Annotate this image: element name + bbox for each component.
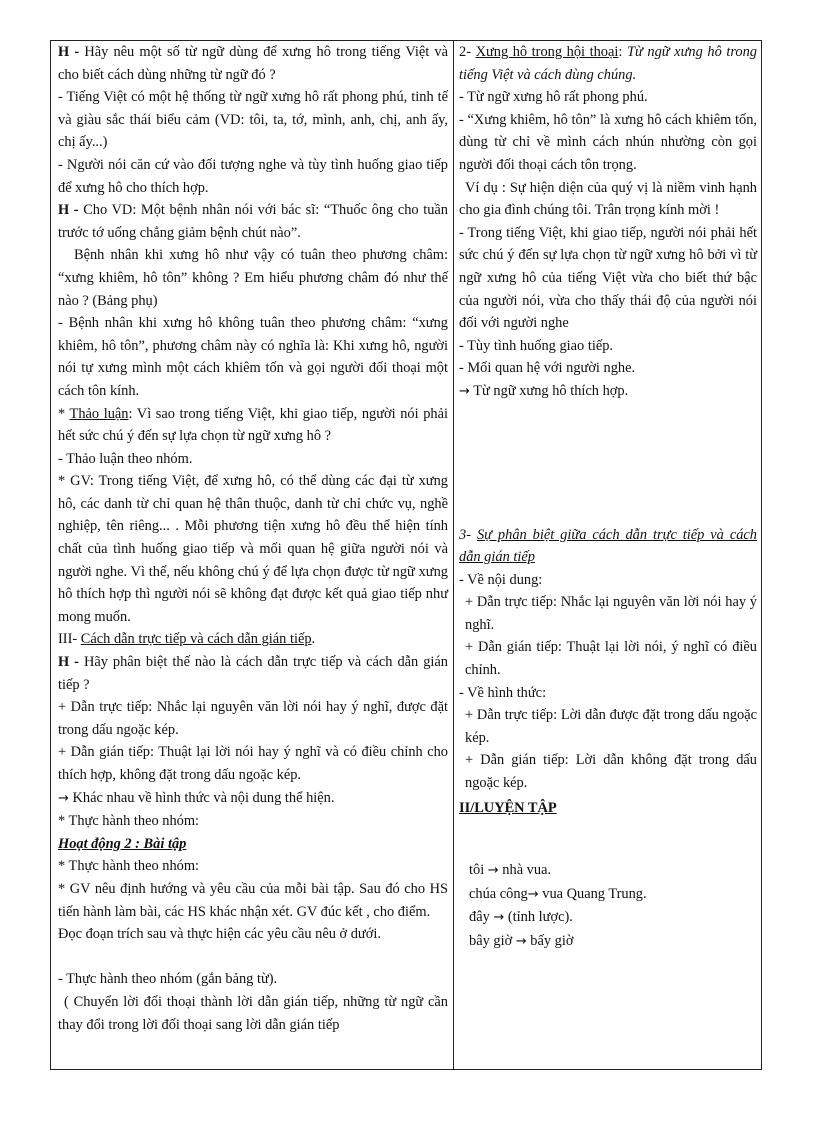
list-item: bây giờ → bấy giờ [469, 933, 574, 949]
left-column [58, 41, 448, 1036]
question-2: H - Cho VD: Một bệnh nhân nói với bác sĩ: “Thuốc ông cho tuần trước tớ uống chẳng giảm bệnh chút nào”. [58, 202, 448, 241]
content-indirect: + Dẫn gián tiếp: Thuật lại lời nói, ý nghĩ có điều chỉnh. [465, 639, 757, 679]
section-3-right-heading: 3- Sự phân biệt giữa cách dẫn trực tiếp và cách dẫn gián tiếp [459, 526, 757, 566]
conversion-task: ( Chuyển lời đối thoại thành lời dẫn gián tiếp, những từ ngữ cần thay đổi trong lời đối thoại sang lời dẫn gián tiếp [58, 993, 448, 1033]
list-item: tôi → nhà vua. [469, 862, 552, 879]
right-column [459, 41, 757, 954]
question-2b: Bệnh nhân khi xưng hô như vậy có tuân theo phương châm: “xưng khiêm, hô tôn” không ? Em hiểu phương châm đó như thế nào ? (Bảng phụ) [58, 247, 448, 309]
arrow-right-icon: → [527, 886, 539, 902]
content-direct: + Dẫn trực tiếp: Nhắc lại nguyên văn lời nói hay ý nghĩ. [465, 594, 757, 633]
difference-note: → Khác nhau về hình thức và nội dung thể hiện. [58, 789, 335, 806]
list-item: đây → (tỉnh lược). [469, 909, 573, 926]
form-heading: - Về hình thức: [459, 684, 547, 701]
group-practice-2: * Thực hành theo nhóm: [58, 858, 200, 875]
form-indirect: + Dẫn gián tiếp: Lời dẫn không đặt trong dấu ngoặc kép. [465, 752, 757, 792]
list-item: chúa công→ vua Quang Trung. [469, 885, 647, 902]
word-change-list [459, 859, 757, 953]
lesson-table [50, 40, 762, 1070]
activity-2-heading: Hoạt động 2 : Bài tập [58, 835, 187, 852]
group-practice-3: - Thực hành theo nhóm (gắn bảng từ). [58, 971, 278, 988]
arrow-right-icon: → [515, 934, 527, 949]
discussion-note: - Thảo luận theo nhóm. [58, 450, 193, 467]
note-rich: - Từ ngữ xưng hô rất phong phú. [459, 89, 648, 106]
question-3: H - Hãy phân biệt thế nào là cách dẫn trực tiếp và cách dẫn gián tiếp ? [58, 654, 448, 693]
arrow-right-icon: → [459, 383, 470, 399]
note-result: → Từ ngữ xưng hô thích hợp. [459, 382, 629, 399]
teacher-instructions: * GV nêu định hướng và yêu cầu của mỗi bài tập. Sau đó cho HS tiến hành làm bài, các HS khác nhận xét. GV đúc kết , cho điểm. [58, 880, 448, 920]
arrow-right-icon: → [487, 863, 499, 879]
note-humble: - “Xưng khiêm, hô tôn” là xưng hô cách khiêm tốn, dùng từ chỉ về mình cách nhún nhường còn gọi người đối thoại cách tôn trọng. [459, 111, 757, 173]
content-heading: - Về nội dung: [459, 571, 543, 588]
note-relation: - Mối quan hệ với người nghe. [459, 360, 636, 377]
direct-quote-def: + Dẫn trực tiếp: Nhắc lại nguyên văn lời nói hay ý nghĩ, được đặt trong dấu ngoặc kép. [58, 699, 448, 738]
arrow-right-icon: → [493, 910, 505, 926]
section-2-heading: 2- Xưng hô trong hội thoại: Từ ngữ xưng hô trong tiếng Việt và cách dùng chúng. [459, 44, 757, 83]
practice-heading: II/LUYỆN TẬP [459, 799, 557, 816]
indirect-quote-def: + Dẫn gián tiếp: Thuật lại lời nói hay ý nghĩ và có điều chỉnh cho thích hợp, không đặt trong dấu ngoặc kép. [58, 744, 448, 783]
note-situation: - Tùy tình huống giao tiếp. [459, 337, 614, 354]
answer-1a: - Tiếng Việt có một hệ thống từ ngữ xưng hô rất phong phú, tinh tế và giàu sắc thái biểu cảm (VD: tôi, ta, tớ, mình, anh, chị, anh ấy, chị ấy...) [58, 89, 448, 151]
column-divider [453, 41, 454, 1069]
arrow-right-icon: → [58, 790, 69, 806]
note-choice: - Trong tiếng Việt, khi giao tiếp, người nói phải hết sức chú ý đến sự lựa chọn từ ngữ xưng hô bởi vì từ ngữ xưng hô của tiếng Việt vừa cho biết thứ bậc của người nói, vừa cho thấy thái độ của người nói đối với người nghe [459, 224, 757, 332]
answer-2: - Bệnh nhân khi xưng hô không tuân theo phương châm: “xưng khiêm, hô tôn”, phương châm này có nghĩa là: Khi xưng hô, người nói tự xưng mình một cách khiêm tốn và gọi người đối thoại một cách tôn kính. [58, 315, 448, 399]
group-practice-1: * Thực hành theo nhóm: [58, 813, 200, 830]
answer-1b: - Người nói căn cứ vào đối tượng nghe và tùy tình huống giao tiếp để xưng hô cho thích hợp. [58, 156, 448, 196]
form-direct: + Dẫn trực tiếp: Lời dẫn được đặt trong dấu ngoặc kép. [465, 707, 757, 746]
discussion: * Thảo luận: Vì sao trong tiếng Việt, khi giao tiếp, người nói phải hết sức chú ý đến sự lựa chọn từ ngữ xưng hô ? [58, 405, 448, 445]
question-1: H - Hãy nêu một số từ ngữ dùng để xưng hô trong tiếng Việt và cho biết cách dùng những từ ngữ đó ? [58, 44, 448, 83]
example: Ví dụ : Sự hiện diện của quý vị là niềm vinh hạnh cho gia đình chúng tôi. Trân trọng kính mời ! [459, 179, 757, 219]
teacher-note: * GV: Trong tiếng Việt, để xưng hô, có thể dùng các đại từ xưng hô, các danh từ chỉ quan hệ thân thuộc, danh từ chỉ chức vụ, nghề nghiệp, tên riêng... . Mỗi phương tiện xưng hô đều thể hiện tính chất của tình huống giao tiếp và mối quan hệ giữa người nói và người nghe. Vì thế, nếu không chú ý để lựa chọn được từ ngữ xưng hô thích hợp thì người nói sẽ không đạt được kết quả giao tiếp như mong muốn. [58, 473, 448, 625]
reading-task: Đọc đoạn trích sau và thực hiện các yêu cầu nêu ở dưới. [58, 926, 381, 943]
section-3-heading: III- Cách dẫn trực tiếp và cách dẫn gián tiếp. [58, 631, 316, 648]
